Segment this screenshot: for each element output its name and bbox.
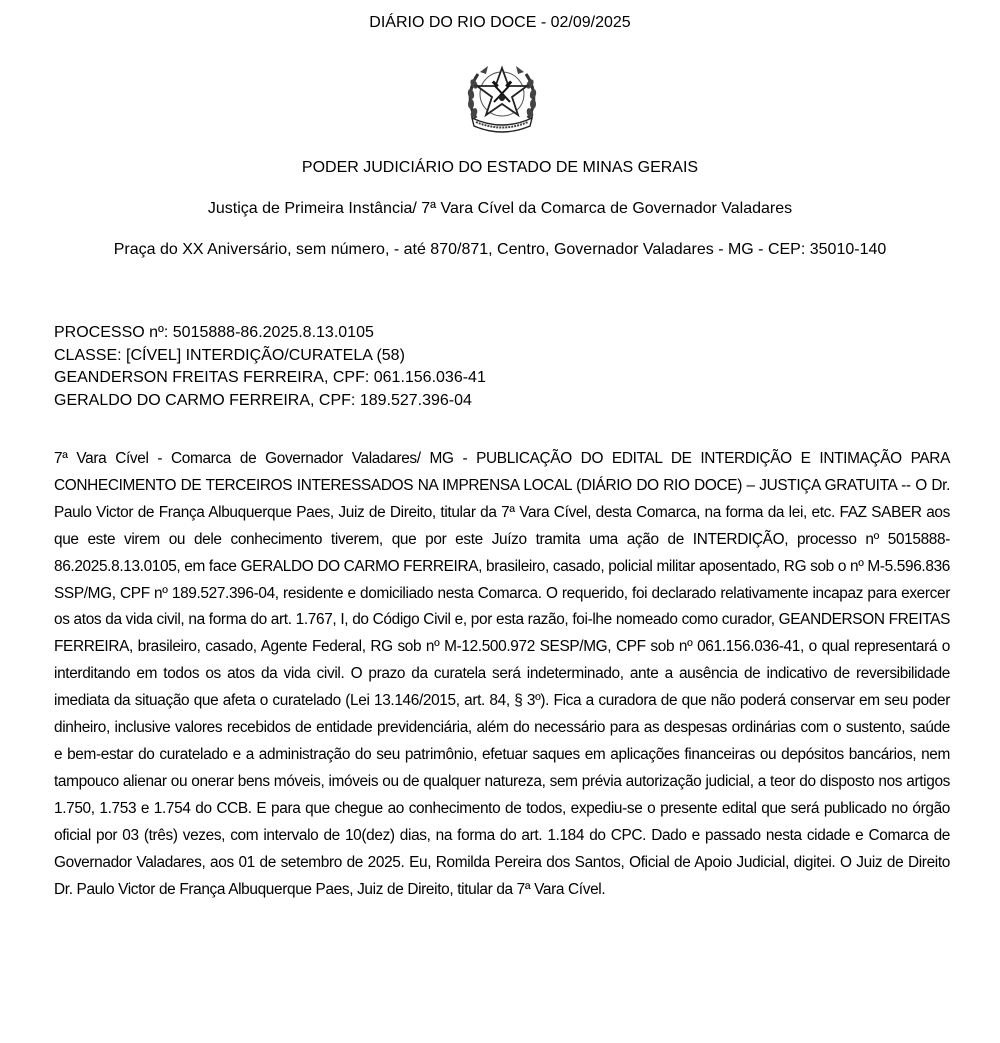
process-line: [54, 322, 486, 345]
party-curator: GEANDERSON FREITAS FERREIRA, CPF: 061.156.036-41: [54, 369, 486, 386]
court-title: PODER JUDICIÁRIO DO ESTADO DE MINAS GERAIS: [301, 159, 699, 176]
process-number: 5015888-86.2025.8.13.0105: [172, 324, 374, 341]
edital-body: 7ª Vara Cível - Comarca de Governador Valadares/ MG - PUBLICAÇÃO DO EDITAL DE INTERDIÇÃO E INTIMAÇÃO PARA CONHECIMENTO DE TERCEIROS INTERESSADOS NA IMPRENSA LOCAL (DIÁRIO DO RIO DOCE) – JUSTIÇA GRATUITA -- O Dr. Paulo Victor de França Albuquerque Paes, Juiz de Direito, titular da 7ª Vara Cível, desta Comarca, na forma da lei, etc. FAZ SABER aos que este virem ou dele conhecimento tiverem, que por este Juízo tramita uma ação de INTERDIÇÃO, processo nº 5015888-86.2025.8.13.0105, em face GERALDO DO CARMO FERREIRA, brasileiro, casado, policial militar aposentado, RG sob o nº M-5.596.836 SSP/MG, CPF nº 189.527.396-04, residente e domiciliado nesta Comarca. O requerido, foi declarado relativamente incapaz para exercer os atos da vida civil, na forma do art. 1.767, I, do Código Civil e, por esta razão, foi-lhe nomeado como curador, GEANDERSON FREITAS FERREIRA, brasileiro, casado, Agente Federal, RG sob nº M-12.500.972 SESP/MG, CPF sob nº 061.156.036-41, o qual representará o interditando em todos os atos da vida civil. O prazo da curatela será indeterminado, ante a ausência de indicativo de reversibilidade imediata da situação que afeta o curatelado (Lei 13.146/2015, art. 84, § 3º). Fica a curadora de que não poderá conservar em seu poder dinheiro, inclusive valores recebidos de entidade previdenciária, além do necessário para as despesas ordinárias com o sustento, saúde e bem-estar do curatelado e a administração do seu patrimônio, efetuar saques em aplicações financeiras ou depósitos bancários, nem tampouco alienar ou onerar bens móveis, imóveis ou de qualquer natureza, sem prévia autorização judicial, a teor do disposto nos artigos 1.750, 1.753 e 1.754 do CCB. E para que chegue ao conhecimento de todos, expediu-se o presente edital que será publicado no órgão oficial por 03 (três) vezes, com intervalo de 10(dez) dias, na forma do art. 1.184 do CPC. Dado e passado nesta cidade e Comarca de Governador Valadares, aos 01 de setembro de 2025. Eu, Romilda Pereira dos Santos, Oficial de Apoio Judicial, digitei. O Juiz de Direito Dr. Paulo Victor de França Albuquerque Paes, Juiz de Direito, titular da 7ª Vara Cível.: [54, 450, 950, 898]
publication-header: DIÁRIO DO RIO DOCE - 02/09/2025: [369, 14, 631, 31]
party-interdicted: GERALDO DO CARMO FERREIRA, CPF: 189.527.396-04: [54, 391, 472, 409]
court-subtitle: Justiça de Primeira Instância/ 7ª Vara Cível da Comarca de Governador Valadares: [207, 200, 793, 217]
case-metadata: [54, 322, 486, 412]
class-line: CLASSE: [CÍVEL] INTERDIÇÃO/CURATELA (58): [54, 346, 405, 364]
process-label: PROCESSO nº:: [54, 324, 169, 341]
court-address: Praça do XX Aniversário, sem número, - até 870/871, Centro, Governador Valadares - MG - CEP: 35010-140: [113, 241, 887, 258]
minas-gerais-coat-of-arms-icon: [462, 58, 542, 138]
